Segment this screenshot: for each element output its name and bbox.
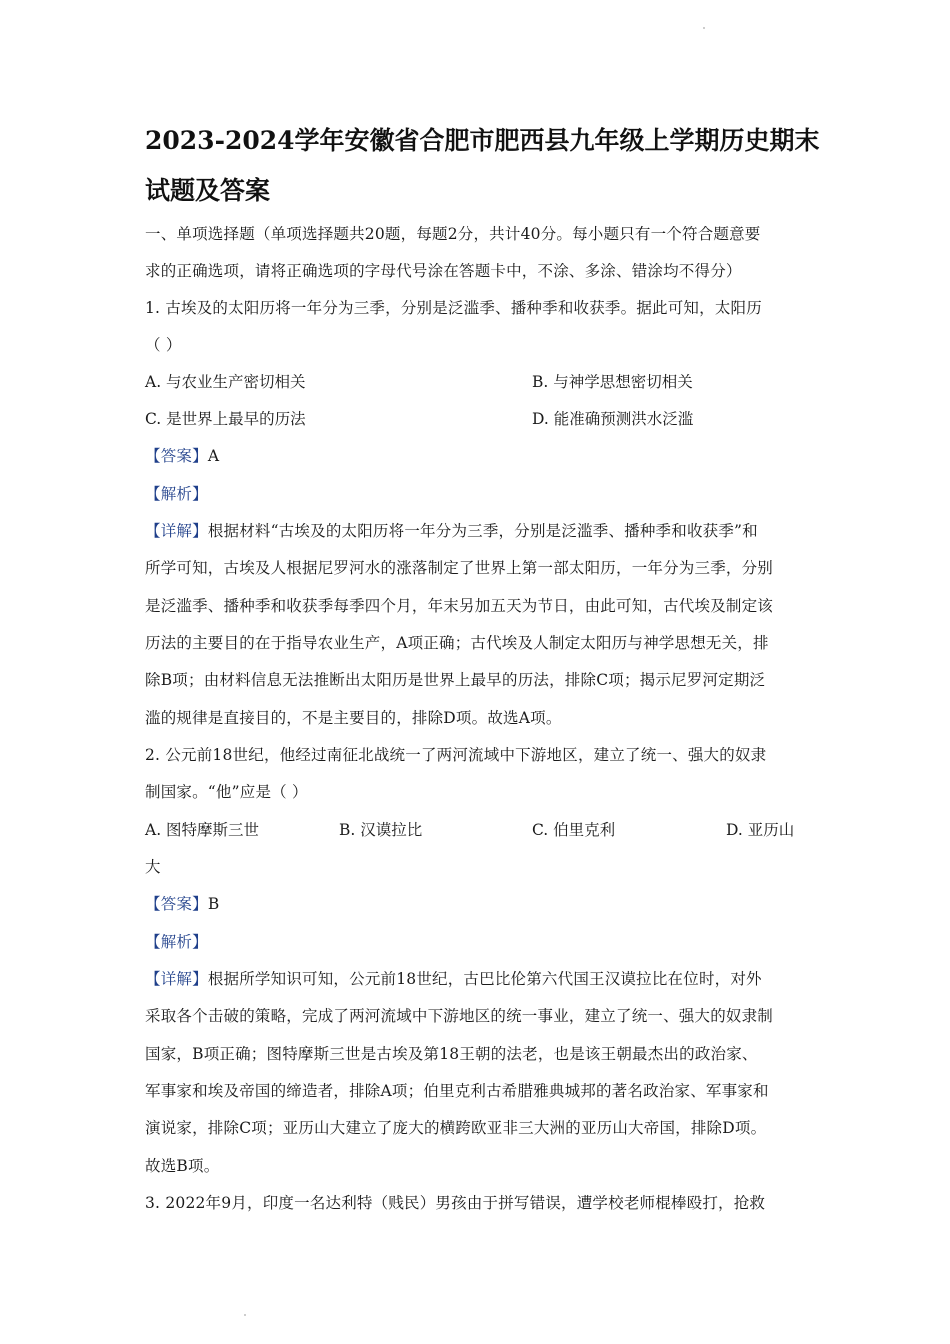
q2-option-a: A. 图特摩斯三世 (145, 821, 260, 839)
q2-option-d-wrap: 大 (145, 858, 161, 876)
q1-option-d: D. 能准确预测洪水泛滥 (532, 410, 694, 428)
q2-stem-line-2: 制国家。“他”应是（ ） (145, 783, 308, 801)
section-heading-line-2: 求的正确选项，请将正确选项的字母代号涂在答题卡中，不涂、多涂、错涂均不得分） (145, 262, 742, 280)
detail-tag: 【详解】 (145, 970, 208, 988)
document-title-line-1: 2023-2024学年安徽省合肥市肥西县九年级上学期历史期末 (145, 126, 820, 155)
q2-option-c: C. 伯里克利 (532, 821, 616, 839)
q2-detail-line-1 (145, 969, 817, 989)
q1-detail-line-2: 所学可知，古埃及人根据尼罗河水的涨落制定了世界上第一部太阳历，一年分为三季，分别 (145, 559, 774, 577)
q1-detail-line-5: 除B项；由材料信息无法推断出太阳历是世界上最早的历法，排除C项；揭示尼罗河定期泛 (145, 671, 766, 689)
q1-analysis-tag: 【解析】 (145, 485, 208, 503)
page-mark-top (703, 27, 705, 29)
q1-answer-value: A (207, 447, 220, 465)
q1-stem-line-2: （ ） (145, 336, 182, 354)
q1-option-c: C. 是世界上最早的历法 (145, 410, 306, 428)
q2-option-d: D. 亚历山 (726, 821, 795, 839)
q2-analysis-tag: 【解析】 (145, 933, 208, 951)
answer-tag: 【答案】 (145, 895, 208, 913)
document-title-line-2: 试题及答案 (145, 176, 271, 205)
q1-stem-line-1: 1. 古埃及的太阳历将一年分为三季，分别是泛滥季、播种季和收获季。据此可知，太阳历 (145, 299, 762, 317)
q2-detail-line-5: 演说家，排除C项；亚历山大建立了庞大的横跨欧亚非三大洲的亚历山大帝国，排除D项。 (145, 1119, 767, 1137)
q3-stem-line-1: 3. 2022年9月，印度一名达利特（贱民）男孩由于拼写错误，遭学校老师棍棒殴打，抢救 (145, 1194, 766, 1212)
q1-answer (145, 446, 817, 466)
q1-detail-line-6: 滥的规律是直接目的，不是主要目的，排除D项。故选A项。 (145, 709, 562, 727)
q2-detail-line-2: 采取各个击破的策略，完成了两河流域中下游地区的统一事业，建立了统一、强大的奴隶制 (145, 1007, 774, 1025)
q1-detail-line-1 (145, 521, 817, 541)
q1-option-a: A. 与农业生产密切相关 (145, 373, 306, 391)
q1-detail-text-1: 根据材料“古埃及的太阳历将一年分为三季，分别是泛滥季、播种季和收获季”和 (207, 522, 758, 540)
detail-tag: 【详解】 (145, 522, 208, 540)
page-mark-bottom (244, 1314, 246, 1316)
q2-detail-line-3: 国家，B项正确；图特摩斯三世是古埃及第18王朝的法老，也是该王朝最杰出的政治家、 (145, 1045, 758, 1063)
q2-detail-line-4: 军事家和埃及帝国的缔造者，排除A项；伯里克利古希腊雅典城邦的著名政治家、军事家和 (145, 1082, 769, 1100)
q2-answer (145, 894, 817, 914)
q1-detail-line-4: 历法的主要目的在于指导农业生产，A项正确；古代埃及人制定太阳历与神学思想无关，排 (145, 634, 769, 652)
section-heading-line-1: 一、单项选择题（单项选择题共20题，每题2分，共计40分。每小题只有一个符合题意要 (145, 225, 761, 243)
q1-detail-line-3: 是泛滥季、播种季和收获季每季四个月，年末另加五天为节日，由此可知，古代埃及制定该 (145, 597, 774, 615)
q2-option-b: B. 汉谟拉比 (339, 821, 423, 839)
answer-tag: 【答案】 (145, 447, 208, 465)
q2-detail-line-6: 故选B项。 (145, 1157, 220, 1175)
q2-answer-value: B (207, 895, 220, 913)
q2-detail-text-1: 根据所学知识可知，公元前18世纪，古巴比伦第六代国王汉谟拉比在位时，对外 (207, 970, 762, 988)
q2-stem-line-1: 2. 公元前18世纪，他经过南征北战统一了两河流域中下游地区，建立了统一、强大的奴隶 (145, 746, 767, 764)
q1-option-b: B. 与神学思想密切相关 (532, 373, 693, 391)
